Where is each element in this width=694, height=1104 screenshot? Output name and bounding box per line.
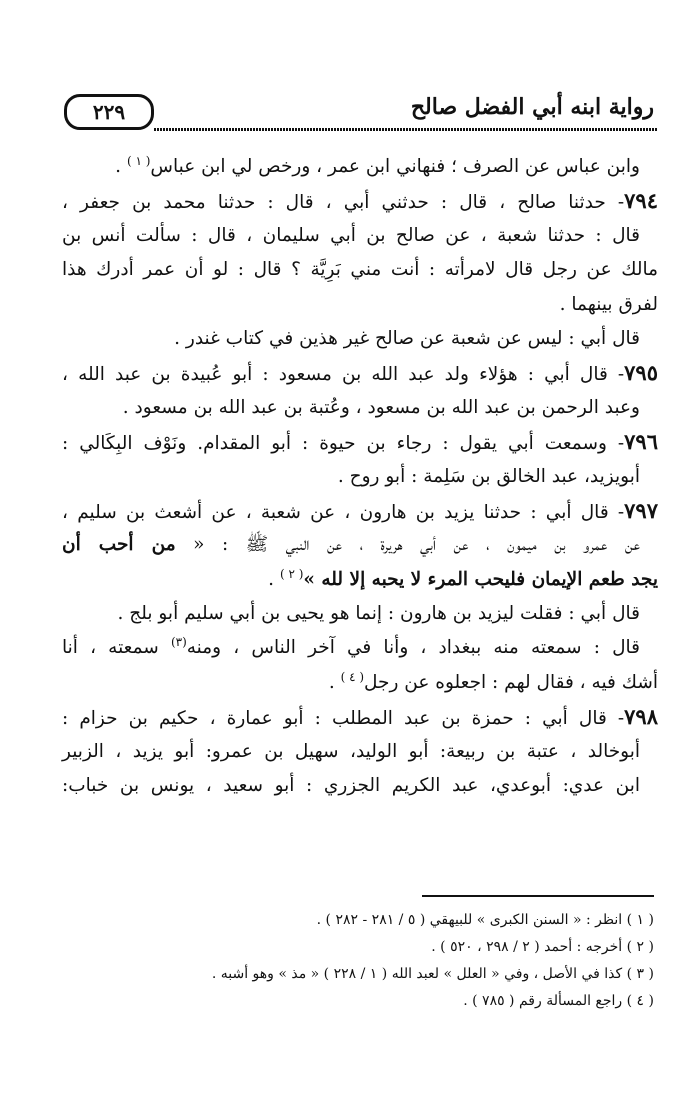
main-text bbox=[62, 150, 658, 803]
line-text: ابن عدي: أبوعدي، عبد الكريم الجزري : أبو سعيد ، يونس بن خباب: bbox=[62, 775, 640, 797]
text-line bbox=[62, 150, 658, 184]
line-text: قال : حدثنا شعبة ، عن صالح بن أبي سليمان ، قال : سألت أنس بن bbox=[62, 224, 640, 246]
text-line bbox=[62, 494, 658, 528]
text-line bbox=[62, 563, 658, 597]
footnote-separator bbox=[422, 895, 654, 897]
line-text: سمعته ، أنا bbox=[62, 637, 171, 659]
line-text: قال : سمعته منه ببغداد ، وأنا في آخر الناس ، ومنه bbox=[186, 637, 640, 659]
text-line bbox=[62, 391, 658, 425]
text-line bbox=[62, 631, 658, 665]
text-line bbox=[62, 356, 658, 390]
page-header bbox=[62, 92, 658, 134]
line-text: عن عمرو بن ميمون ، عن أبي هريرة ، عن النبي ﷺ : « bbox=[175, 534, 640, 556]
footnote-ref: (٣) bbox=[170, 635, 187, 650]
line-text: - قال أبي : حدثنا يزيد بن هارون ، عن شعبة ، عن أشعث بن سليم ، bbox=[62, 501, 625, 523]
line-punct: . bbox=[268, 568, 280, 590]
text-line bbox=[62, 219, 658, 253]
line-text: أبويزيد، عبد الخالق بن سَلِمة : أبو روح . bbox=[337, 465, 640, 487]
footnote: ( ٣ ) كذا في الأصل ، وفي « العلل » لعبد الله ( ١ / ٢٢٨ ) « مذ » وهو أشبه . bbox=[211, 966, 654, 982]
text-line bbox=[62, 769, 658, 803]
text-line bbox=[62, 528, 658, 562]
text-line bbox=[62, 460, 658, 494]
issue-number: ٧٩٦ bbox=[624, 429, 658, 455]
line-text: لفرق بينهما . bbox=[559, 293, 658, 315]
issue-number: ٧٩٤ bbox=[624, 188, 658, 214]
footnote-ref: ( ١ ) bbox=[126, 153, 151, 168]
line-punct: . bbox=[328, 671, 341, 693]
footnotes bbox=[62, 907, 654, 1015]
hadith-text: من أحب أن bbox=[62, 534, 176, 556]
issue-number: ٧٩٨ bbox=[624, 704, 658, 730]
line-text: - وسمعت أبي يقول : رجاء بن حيوة : أبو المقدام. ونَوْف البِكَالي : bbox=[62, 433, 625, 455]
footnote: ( ١ ) انظر : « السنن الكبرى » للبيهقي ( ٥ / ٢٨١ - ٢٨٢ ) . bbox=[316, 912, 654, 928]
line-text: - قال أبي : حمزة بن عبد المطلب : أبو عمارة ، حكيم بن حزام : bbox=[62, 708, 625, 730]
line-text: مالك عن رجل قال لامرأته : أنت مني بَرِيَّة ؟ قال : لو أن عمر أدرك هذا bbox=[62, 259, 658, 281]
line-text: - حدثنا صالح ، قال : حدثني أبي ، قال : حدثنا محمد بن جعفر ، bbox=[62, 192, 625, 214]
text-line bbox=[62, 597, 658, 631]
text-line bbox=[62, 666, 658, 700]
line-text: قال أبي : فقلت ليزيد بن هارون : إنما هو يحيى بن أبي سليم أبو بلج . bbox=[117, 603, 640, 625]
page-number-badge: ٢٢٩ bbox=[64, 94, 154, 130]
footnote-ref: ( ٤ ) bbox=[340, 669, 365, 684]
footnote-ref: ( ٢ ) bbox=[279, 566, 304, 581]
hadith-text: يجد طعم الإيمان فليحب المرء لا يحبه إلا لله » bbox=[303, 568, 658, 590]
line-text: أبوخالد ، عتبة بن ربيعة: أبو الوليد، سهيل بن عمرو: أبو يزيد ، الزبير bbox=[62, 740, 640, 762]
text-line bbox=[62, 700, 658, 734]
line-text: أشك فيه ، فقال لهم : اجعلوه عن رجل bbox=[364, 671, 658, 693]
text-line bbox=[62, 735, 658, 769]
text-line bbox=[62, 322, 658, 356]
header-rule bbox=[154, 128, 658, 131]
line-text: - قال أبي : هؤلاء ولد عبد الله بن مسعود : أبو عُبيدة بن عبد الله ، bbox=[62, 364, 625, 386]
running-title: رواية ابنه أبي الفضل صالح bbox=[410, 94, 654, 120]
issue-number: ٧٩٧ bbox=[624, 497, 658, 523]
footnote: ( ٤ ) راجع المسألة رقم ( ٧٨٥ ) . bbox=[463, 993, 654, 1009]
text-line bbox=[62, 253, 658, 287]
issue-number: ٧٩٥ bbox=[624, 360, 658, 386]
line-punct: . bbox=[115, 156, 127, 177]
line-text: وعبد الرحمن بن عبد الله بن مسعود ، وعُتبة بن عبد الله بن مسعود . bbox=[122, 396, 640, 418]
line-text: قال أبي : ليس عن شعبة عن صالح غير هذين في كتاب غندر . bbox=[174, 327, 640, 349]
text-line bbox=[62, 425, 658, 459]
text-line bbox=[62, 184, 658, 218]
footnote: ( ٢ ) أخرجه : أحمد ( ٢ / ٢٩٨ ، ٥٢٠ ) . bbox=[431, 939, 654, 955]
text-line bbox=[62, 288, 658, 322]
line-text: وابن عباس عن الصرف ؛ فنهاني ابن عمر ، ورخص لي ابن عباس bbox=[150, 156, 640, 177]
